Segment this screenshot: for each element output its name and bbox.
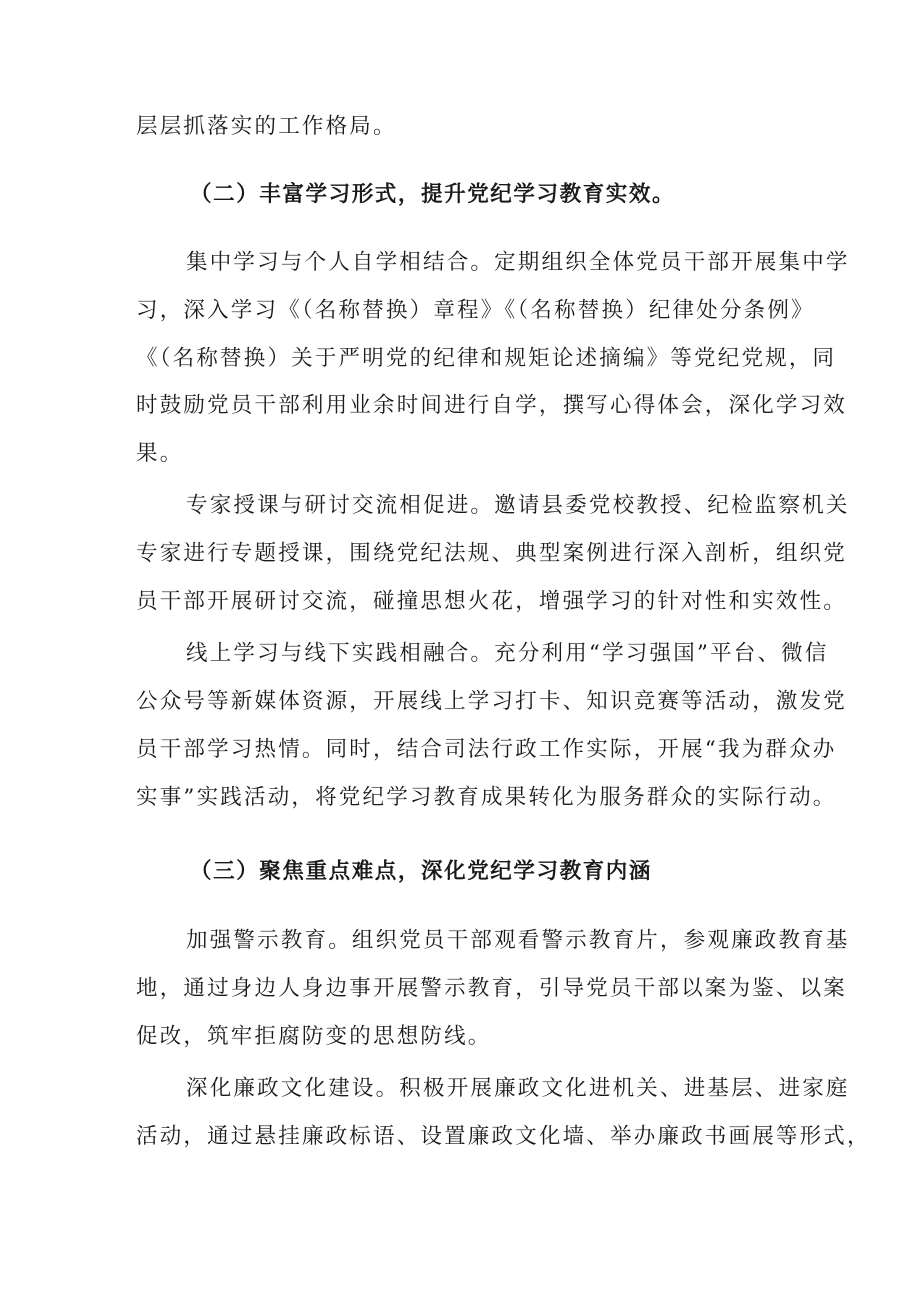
paragraph-line: 员干部学习热情。同时，结合司法行政工作实际，开展“我为群众办 [136,737,837,762]
paragraph-line: 活动，通过悬挂廉政标语、设置廉政文化墙、举办廉政书画展等形式， [136,1124,871,1149]
paragraph-line: 集中学习与个人自学相结合。定期组织全体党员干部开展集中学 [186,250,850,275]
paragraph-line: 习，深入学习《（名称替换）章程》《（名称替换）纪律处分条例》 [136,298,815,323]
section-heading-2: （二）丰富学习形式，提升党纪学习教育实效。 [190,182,676,207]
paragraph-line: 员干部开展研讨交流，碰撞思想火花，增强学习的针对性和实效性。 [136,589,848,614]
paragraph-line: 果。 [136,441,184,466]
paragraph-line: 深化廉政文化建设。积极开展廉政文化进机关、进基层、进家庭 [186,1076,850,1101]
paragraph-line: 专家授课与研讨交流相促进。邀请县委党校教授、纪检监察机关 [186,493,850,518]
paragraph-line: 专家进行专题授课，围绕党纪法规、典型案例进行深入剖析，组织党 [136,541,848,566]
paragraph-line: 线上学习与线下实践相融合。充分利用“学习强国”平台、微信 [186,641,829,666]
paragraph-line: 地，通过身边人身边事开展警示教育，引导党员干部以案为鉴、以案 [136,976,848,1001]
paragraph-line: 公众号等新媒体资源，开展线上学习打卡、知识竞赛等活动，激发党 [136,689,848,714]
paragraph-line: 加强警示教育。组织党员干部观看警示教育片，参观廉政教育基 [186,928,850,953]
paragraph-line: 《（名称替换）关于严明党的纪律和规矩论述摘编》等党纪党规，同 [136,346,837,371]
paragraph-line: 时鼓励党员干部利用业余时间进行自学，撰写心得体会，深化学习效 [136,393,848,418]
paragraph-line: 层层抓落实的工作格局。 [136,114,397,139]
section-heading-3: （三）聚焦重点难点，深化党纪学习教育内涵 [190,859,653,884]
paragraph-line: 促改，筑牢拒腐防变的思想防线。 [136,1024,492,1049]
paragraph-line: 实事”实践活动，将党纪学习教育成果转化为服务群众的实际行动。 [136,785,837,810]
